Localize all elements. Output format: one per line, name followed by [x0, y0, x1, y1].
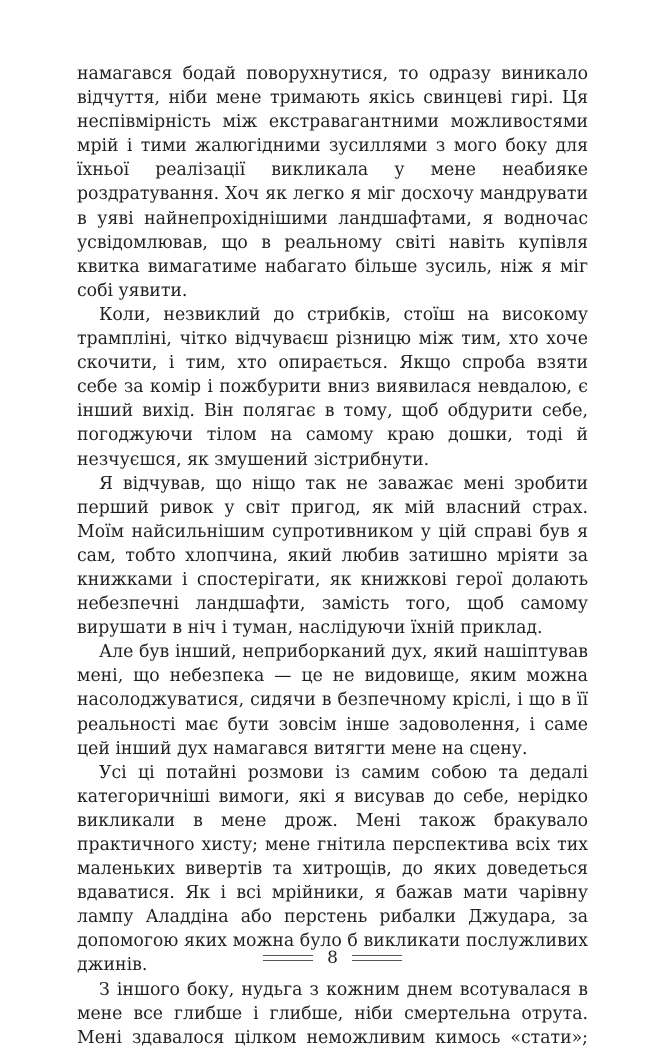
paragraph-6: З іншого боку, нудьга з кожним днем всотувалася в мене все глибше і глибше, ніби смертельна отрута. Мені здавалося цілком неможливим кимось «стати»;: [77, 979, 588, 1048]
page-number: 8: [327, 948, 338, 968]
paragraph-1: намагався бодай поворухнутися, то одразу виникало відчуття, ніби мене тримають якісь свинцеві гирі. Ця неспівмірність між екстравагантними можливостями мрій і тими жалюгідними зусиллями з мого боку для їхньої реалізації викликала у мене неабияке роздратування. Хоч як легко я міг досхочу мандрувати в уяві найнепрохіднішими ландшафтами, я водночас усвідомлював, що в реальному світі навіть купівля квитка вимагатиме набагато більше зусиль, ніж я міг собі уявити.: [77, 64, 588, 301]
page-footer: [0, 945, 665, 971]
footer-rule-right: [352, 955, 402, 961]
paragraph-3: Я відчував, що ніщо так не заважає мені зробити перший ривок у світ пригод, як мій власний страх. Моїм найсильнішим супротивником у цій справі був я сам, тобто хлопчина, який любив затишно мріяти за книжками і спостерігати, як книжкові герої долають небезпечні ландшафти, замість того, щоб самому вирушати в ніч і туман, наслідуючи їхній приклад.: [77, 473, 588, 639]
paragraph-5: Усі ці потайні розмови із самим собою та дедалі категоричніші вимоги, які я висував до себе, нерідко викликали в мене дрож. Мені також бракувало практичного хисту; мене гнітила перспектива всіх тих маленьких вивертів та хитрощів, до яких доведеться вдаватися. Як і всі мрійники, я бажав мати чарівну лампу Аладдіна або перстень рибалки Джудара, за допомогою яких можна було б викликати послужливих джинів.: [77, 762, 588, 976]
page-body: [77, 62, 588, 1050]
paragraph-4: Але був інший, неприборканий дух, який нашіптував мені, що небезпека — це не видовище, яким можна насолоджуватися, сидячи в безпечному кріслі, і що в її реальності має бути зовсім інше задоволення, і саме цей інший дух намагався витягти мене на сцену.: [77, 642, 588, 759]
paragraph-2: Коли, незвиклий до стрибків, стоїш на високому трампліні, чітко відчуваєш різницю між тим, хто хоче скочити, і тим, хто опирається. Якщо спроба взяти себе за комір і пожбурити вниз виявилася невдалою, є інший вихід. Він полягає в тому, щоб обдурити себе, погоджуючи тілом на самому краю дошки, тоді й незчуєшся, як змушений зістрибнути.: [77, 304, 588, 470]
footer-rule-left: [263, 955, 313, 961]
